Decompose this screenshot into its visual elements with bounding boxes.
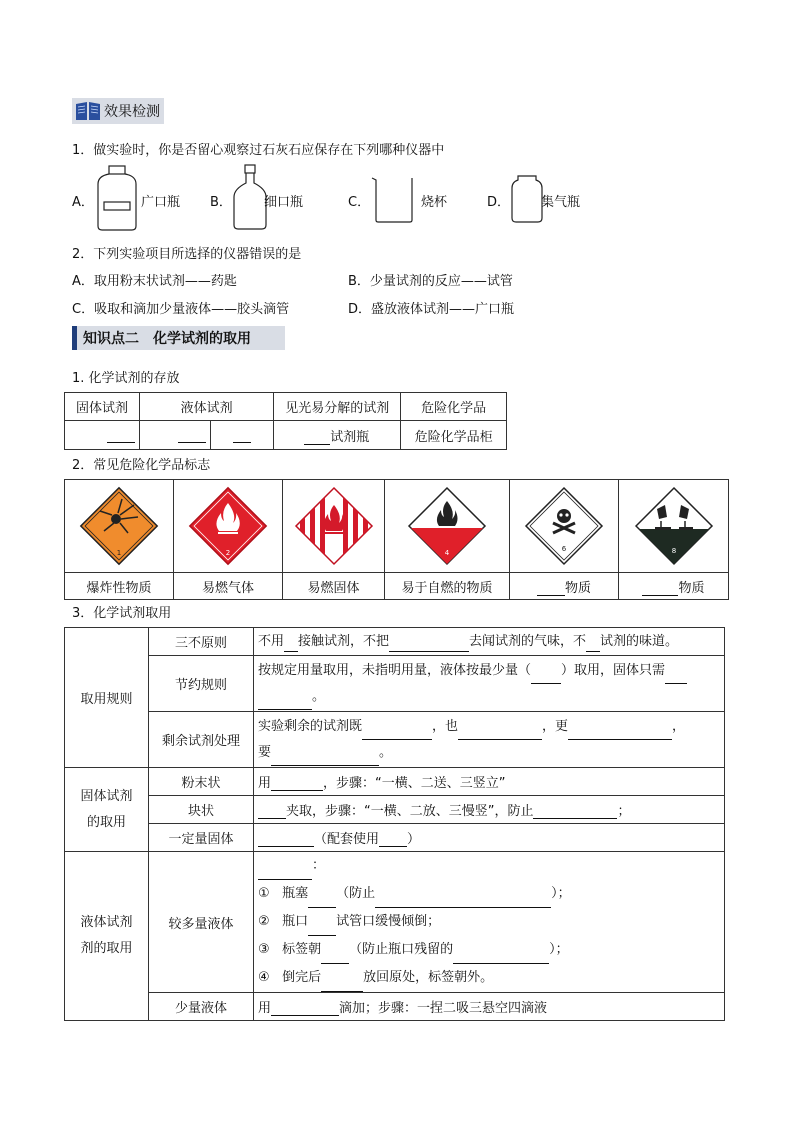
row-fixed: 一定量固体: [149, 824, 254, 852]
option-c-letter: C．: [348, 195, 371, 210]
cell-powder: 用 ，步骤：“一横、二送、三竖立”: [254, 768, 725, 796]
subheading-hazard-signs: 2．常见危险化学品标志: [72, 458, 211, 473]
hazard-cell-explosive: [65, 480, 174, 573]
label-flammable-gas: 易燃气体: [174, 573, 283, 600]
flammable-solid-sign-icon: [291, 483, 377, 569]
header-liquid: 液体试剂: [140, 393, 274, 421]
row-leftover: 剩余试剂处理: [149, 712, 254, 768]
q2-option-a: A．取用粉末状试剂——药匙: [72, 274, 237, 289]
row-saving: 节约规则: [149, 656, 254, 712]
beaker-icon: [370, 176, 416, 224]
wide-mouth-bottle-icon: [96, 164, 138, 232]
storage-table: [64, 392, 507, 450]
corrosive-sign-icon: [631, 483, 717, 569]
hazard-cell-spontaneous: [385, 480, 510, 573]
cell-lump: 夹取，步骤：“一横、二放、三慢竖”，防止 ；: [254, 796, 725, 824]
question-2: 2．下列实验项目所选择的仪器错误的是: [72, 247, 302, 262]
subheading-taking: 3．化学试剂取用: [72, 606, 172, 621]
option-b-letter: B．: [210, 195, 232, 210]
row-three-no: 三不原则: [149, 628, 254, 656]
book-icon: [74, 100, 102, 122]
option-a-letter: A．: [72, 195, 94, 210]
hazard-cell-flammable-solid: [283, 480, 385, 573]
header-hazardous: 危险化学品: [401, 393, 507, 421]
label-spontaneous: 易于自燃的物质: [385, 573, 510, 600]
toxic-sign-icon: [521, 483, 607, 569]
option-b-label: 细口瓶: [264, 195, 304, 210]
sign-number: 4: [444, 549, 450, 557]
cell-liquid-1: [140, 421, 211, 450]
option-a-label: 广口瓶: [141, 195, 181, 210]
hazard-cell-flammable-gas: [174, 480, 283, 573]
cell-liquid-2: [211, 421, 274, 450]
row-powder: 粉末状: [149, 768, 254, 796]
cell-saving: 按规定用量取用，未指明用量，液体按最少量（ ）取用，固体只需 。: [254, 656, 725, 712]
q2-option-c: C．吸取和滴加少量液体——胶头滴管: [72, 302, 290, 317]
group-rules: 取用规则: [65, 628, 149, 768]
cell-solid: [65, 421, 140, 450]
section-header-effect: [72, 98, 164, 124]
taking-table: [64, 627, 725, 1021]
question-1: 1．做实验时，你是否留心观察过石灰石应保存在下列哪种仪器中: [72, 143, 445, 158]
label-explosive: 爆炸性物质: [65, 573, 174, 600]
section-title: 知识点二 化学试剂的取用: [83, 331, 251, 347]
row-more-liquid: 较多量液体: [149, 852, 254, 993]
row-lump: 块状: [149, 796, 254, 824]
sign-number: 1: [116, 549, 122, 557]
header-light-sensitive: 见光易分解的试剂: [274, 393, 401, 421]
cell-hazard-cabinet: 危险化学品柜: [401, 421, 507, 450]
gas-jar-icon: [510, 174, 544, 224]
header-solid: 固体试剂: [65, 393, 140, 421]
cell-leftover: 实验剩余的试剂既 ，也 ，更 ， 要 。: [254, 712, 725, 768]
cell-three-no: 不用 接触试剂，不把 去闻试剂的气味，不 试剂的味道。: [254, 628, 725, 656]
section-title: 效果检测: [104, 104, 160, 120]
cell-less-liquid: 用 滴加；步骤：一捏二吸三悬空四滴液: [254, 993, 725, 1021]
sign-number: 2: [225, 549, 231, 557]
sign-number: 6: [561, 545, 567, 553]
hazard-table: [64, 479, 729, 600]
label-flammable-solid: 易燃固体: [283, 573, 385, 600]
cell-light: [274, 421, 401, 450]
group-liquid: 液体试剂 剂的取用: [65, 852, 149, 1021]
hazard-cell-toxic: [510, 480, 619, 573]
sign-number: 8: [671, 547, 676, 555]
group-solid: 固体试剂 的取用: [65, 768, 149, 852]
reagent-bottle-text: 试剂瓶: [330, 429, 370, 445]
spontaneous-combustion-sign-icon: [404, 483, 490, 569]
narrow-mouth-bottle-icon: [232, 163, 268, 231]
label-corrosive: 物质: [619, 573, 729, 600]
explosive-sign-icon: [76, 483, 162, 569]
section-header-knowledge: [72, 326, 285, 350]
cell-fixed: （配套使用 ）: [254, 824, 725, 852]
option-d-letter: D．: [487, 195, 511, 210]
q2-option-b: B．少量试剂的反应——试管: [348, 274, 513, 289]
label-toxic: 物质: [510, 573, 619, 600]
hazard-cell-corrosive: [619, 480, 729, 573]
header-bar: [72, 326, 77, 350]
cell-more-liquid: ： ① 瓶塞 （防止 ）； ② 瓶口 试管口缓慢倾倒； ③ 标签朝 （防止瓶口残留的 ）； ④ 倒完后 放回原处，标签朝外。: [254, 852, 725, 993]
option-d-label: 集气瓶: [541, 195, 581, 210]
option-c-label: 烧杯: [421, 195, 448, 210]
flammable-gas-sign-icon: [185, 483, 271, 569]
q2-option-d: D．盛放液体试剂——广口瓶: [348, 302, 515, 317]
row-less-liquid: 少量液体: [149, 993, 254, 1021]
subheading-storage: 1. 化学试剂的存放: [72, 371, 180, 386]
